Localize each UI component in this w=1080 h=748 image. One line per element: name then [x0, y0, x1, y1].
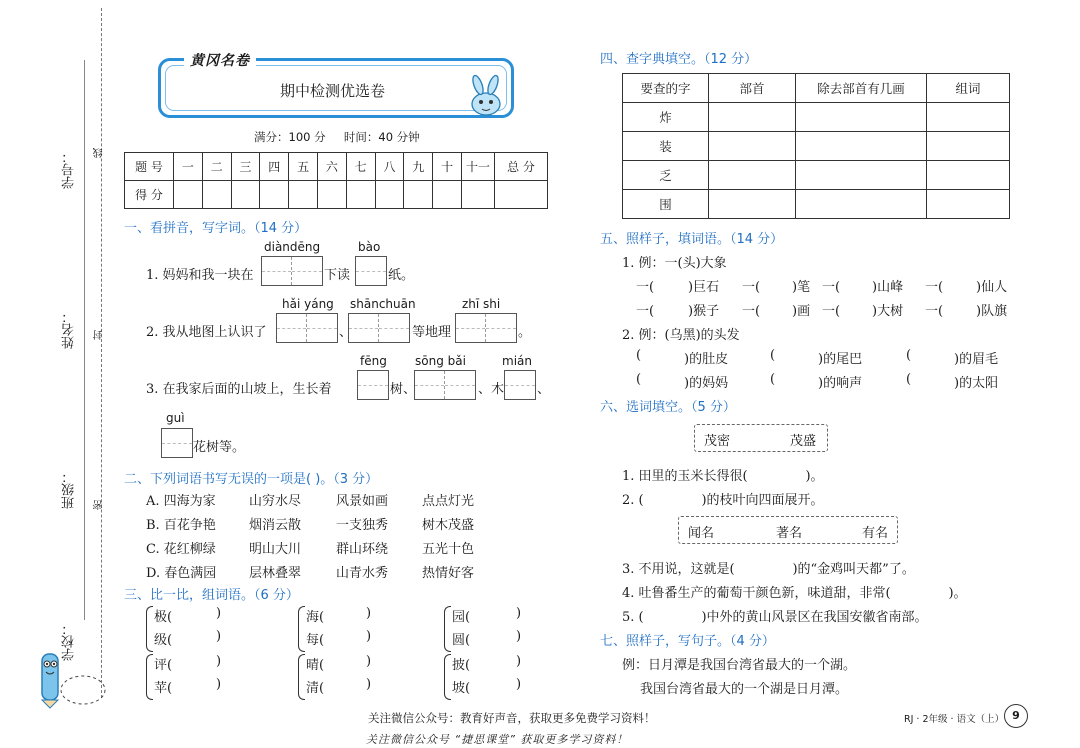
compare-close: ) [216, 654, 222, 669]
s6-q1[interactable]: 1. 田里的玉米长得很( )。 [622, 469, 824, 484]
score-head-label: 题 号 [125, 153, 174, 181]
dict-head-char: 要查的字 [623, 74, 709, 103]
section3-groups [146, 606, 546, 702]
score-head-6: 六 [317, 153, 346, 181]
page-title: 期中检测优选卷 [280, 82, 386, 100]
blank-open[interactable]: ( [636, 348, 642, 363]
compare-close: ) [516, 629, 522, 644]
pinyin-feng: fēng [360, 354, 387, 368]
brace-6 [444, 654, 451, 700]
option-c-1[interactable]: C. 花红柳绿 [146, 542, 216, 557]
blank-open[interactable]: 一( [822, 280, 841, 295]
blank-word: )的肚皮 [684, 352, 729, 367]
pinyin-bao: bào [358, 240, 381, 254]
score-head-7: 七 [346, 153, 375, 181]
score-head-3: 三 [231, 153, 260, 181]
word-choice-maomi: 茂密 [704, 434, 731, 449]
blank-open[interactable]: 一( [822, 304, 841, 319]
binding-strip [0, 0, 112, 748]
q1-text-b: 下读 [324, 268, 351, 283]
brace-4 [146, 654, 153, 700]
compare-ping1[interactable]: 评( [154, 658, 173, 673]
compare-po[interactable]: 坡( [452, 681, 471, 696]
dict-cell[interactable] [709, 103, 796, 132]
blank-word: )巨石 [688, 280, 720, 295]
dict-cell[interactable] [796, 161, 927, 190]
dict-cell[interactable] [927, 190, 1010, 219]
answer-grid-feng[interactable] [357, 370, 389, 400]
option-c-2: 明山大川 [249, 542, 302, 557]
binding-label-banji: 班级： [62, 470, 77, 509]
q3-text-d: 、 [537, 382, 551, 397]
score-head-4: 四 [260, 153, 289, 181]
dictionary-table [622, 73, 1010, 219]
option-a-4: 点点灯光 [422, 494, 475, 509]
score-head-total: 总 分 [495, 153, 548, 181]
score-cell[interactable] [462, 181, 495, 209]
blank-word: )笔 [792, 280, 811, 295]
option-b-3: 一支独秀 [336, 518, 389, 533]
q3-text-b: 树、 [390, 382, 417, 397]
footer-book-info: RJ · 2年级 · 语文（上） [904, 714, 1005, 725]
dict-cell[interactable] [796, 190, 927, 219]
blank-word: )大树 [872, 304, 904, 319]
q4-text: 花树等。 [193, 440, 246, 455]
q2-text-b: 、 [339, 325, 353, 340]
word-choice-zhuming: 著名 [776, 526, 803, 541]
s7-example-answer: 我国台湾省最大的一个湖是日月潭。 [640, 682, 849, 697]
dict-cell[interactable] [709, 161, 796, 190]
blank-open[interactable]: ( [770, 372, 776, 387]
binding-solid-line [84, 60, 85, 620]
answer-grid-diandeng[interactable] [261, 256, 323, 286]
option-d-2: 层林叠翠 [249, 566, 302, 581]
option-b-4: 树木茂盛 [422, 518, 475, 533]
dict-cell[interactable] [927, 132, 1010, 161]
section1-heading: 一、看拼音，写字词。（14 分） [124, 221, 308, 236]
dict-char: 围 [623, 190, 709, 219]
section5-heading: 五、照样子，填词语。（14 分） [600, 232, 784, 247]
blank-word: )的眉毛 [954, 352, 999, 367]
answer-grid-gui[interactable] [161, 428, 193, 458]
option-c-3: 群山环绕 [336, 542, 389, 557]
blank-word: )队旗 [976, 304, 1008, 319]
dict-char: 炸 [623, 103, 709, 132]
footer-handwritten-note: 关注微信公众号 “捷思课堂” 获取更多学习资料！ [366, 733, 629, 746]
section4-heading: 四、查字典填空。（12 分） [600, 52, 758, 67]
binding-label-xingming: 姓名： [62, 310, 77, 349]
blank-open[interactable]: 一( [925, 280, 944, 295]
compare-ji1[interactable]: 极( [154, 610, 173, 625]
score-head-5: 五 [289, 153, 318, 181]
dict-head-word: 组词 [927, 74, 1010, 103]
score-cell[interactable] [202, 181, 231, 209]
dict-cell[interactable] [927, 103, 1010, 132]
compare-close: ) [366, 677, 372, 692]
s5-example1: 1. 例：一(头)大象 [622, 256, 727, 271]
score-head-1: 一 [174, 153, 203, 181]
blank-open[interactable]: ( [906, 372, 912, 387]
score-cell[interactable] [346, 181, 375, 209]
binding-mark-mi: 密 [94, 500, 105, 510]
compare-qing2[interactable]: 清( [306, 681, 325, 696]
dict-head-strokes: 除去部首有几画 [796, 74, 927, 103]
dict-cell[interactable] [796, 103, 927, 132]
brace-5 [298, 654, 305, 700]
binding-mark-xian: 线 [94, 148, 105, 158]
pinyin-haiyang: hǎi yáng [282, 297, 334, 311]
score-head-9: 九 [404, 153, 433, 181]
dictionary-row [623, 190, 1010, 219]
exam-meta: 满分：100 分 时间：40 分钟 [254, 130, 420, 144]
compare-ping2[interactable]: 苹( [154, 681, 173, 696]
page-number: 9 [1012, 709, 1020, 722]
score-cell[interactable] [404, 181, 433, 209]
score-head-10: 十 [433, 153, 462, 181]
q2-text-d: 。 [518, 325, 532, 340]
score-cell[interactable] [495, 181, 548, 209]
option-a-3: 风景如画 [336, 494, 389, 509]
compare-close: ) [366, 629, 372, 644]
option-a-2: 山穷水尽 [249, 494, 302, 509]
dict-char: 乏 [623, 161, 709, 190]
option-c-4: 五光十色 [422, 542, 475, 557]
compare-close: ) [216, 677, 222, 692]
dictionary-row [623, 132, 1010, 161]
blank-open[interactable]: ( [636, 372, 642, 387]
compare-close: ) [366, 606, 372, 621]
pinyin-diandeng: diàndēng [264, 240, 321, 254]
q1-text-a: 1. 妈妈和我一块在 [146, 268, 254, 283]
pinyin-zhishi: zhī shi [462, 297, 501, 311]
q1-text-c: 纸。 [388, 268, 415, 283]
score-head-11: 十一 [462, 153, 495, 181]
answer-grid-songbai[interactable] [414, 370, 476, 400]
compare-pi[interactable]: 披( [452, 658, 471, 673]
score-table [124, 152, 548, 209]
compare-close: ) [216, 606, 222, 621]
score-cell[interactable] [260, 181, 289, 209]
option-b-1[interactable]: B. 百花争艳 [146, 518, 216, 533]
dict-cell[interactable] [709, 190, 796, 219]
s6-q3[interactable]: 3. 不用说，这就是( )的“金鸡叫天都”了。 [622, 562, 915, 577]
option-a-1[interactable]: A. 四海为家 [146, 494, 216, 509]
word-choice-maosheng: 茂盛 [790, 434, 817, 449]
pinyin-gui: guì [166, 411, 185, 425]
compare-qing1[interactable]: 晴( [306, 658, 325, 673]
pinyin-shanchuan: shānchuān [350, 297, 416, 311]
blank-open[interactable]: 一( [742, 280, 761, 295]
answer-grid-mian[interactable] [504, 370, 536, 400]
compare-close: ) [366, 654, 372, 669]
brand-logo: 黄冈名卷 [184, 50, 256, 70]
s5-example2: 2. 例：(乌黑)的头发 [622, 328, 740, 343]
compare-close: ) [516, 606, 522, 621]
blank-word: )的妈妈 [684, 376, 729, 391]
score-cell[interactable] [433, 181, 462, 209]
page-number-badge [1004, 704, 1028, 728]
dict-cell[interactable] [796, 132, 927, 161]
compare-hai[interactable]: 海( [306, 610, 325, 625]
footer-wechat-note: 关注微信公众号：教育好声音，获取更多免费学习资料！ [368, 711, 656, 725]
brace-1 [146, 606, 153, 652]
score-row-label: 得 分 [125, 181, 174, 209]
compare-yuan1[interactable]: 园( [452, 610, 471, 625]
answer-grid-bao[interactable] [355, 256, 387, 286]
binding-mark-feng: 封 [94, 330, 105, 340]
dict-cell[interactable] [709, 132, 796, 161]
dictionary-header-row [623, 74, 1010, 103]
binding-dashed-line [101, 8, 102, 698]
compare-close: ) [516, 677, 522, 692]
dictionary-row [623, 103, 1010, 132]
blank-open[interactable]: ( [906, 348, 912, 363]
answer-grid-zhishi[interactable] [455, 313, 517, 343]
section6-heading: 六、选词填空。（5 分） [600, 400, 736, 415]
blank-word: )山峰 [872, 280, 904, 295]
word-choice-wenming: 闻名 [688, 526, 715, 541]
s6-q2[interactable]: 2. ( )的枝叶向四面展开。 [622, 493, 824, 508]
s7-example: 例：日月潭是我国台湾省最大的一个湖。 [622, 658, 857, 673]
blank-word: )猴子 [688, 304, 720, 319]
brace-2 [298, 606, 305, 652]
blank-word: )画 [792, 304, 811, 319]
blank-word: )的响声 [818, 376, 863, 391]
score-table-score-row [125, 181, 548, 209]
score-cell[interactable] [289, 181, 318, 209]
section7-heading: 七、照样子，写句子。（4 分） [600, 634, 775, 649]
pinyin-mian: mián [502, 354, 532, 368]
binding-label-xuexiao: 学校： [62, 622, 77, 661]
answer-grid-haiyang[interactable] [276, 313, 338, 343]
score-cell[interactable] [375, 181, 404, 209]
q3-text-c: 、木 [478, 382, 505, 397]
blank-open[interactable]: 一( [925, 304, 944, 319]
compare-close: ) [216, 629, 222, 644]
pinyin-songbai: sōng bǎi [415, 354, 466, 368]
s6-q5[interactable]: 5. ( )中外的黄山风景区在我国安徽省南部。 [622, 610, 928, 625]
score-cell[interactable] [231, 181, 260, 209]
option-d-1[interactable]: D. 春色满园 [146, 566, 217, 581]
section3-heading: 三、比一比，组词语。（6 分） [124, 588, 299, 603]
q2-text-a: 2. 我从地图上认识了 [146, 325, 267, 340]
dictionary-row [623, 161, 1010, 190]
dict-cell[interactable] [927, 161, 1010, 190]
score-cell[interactable] [317, 181, 346, 209]
score-head-8: 八 [375, 153, 404, 181]
binding-label-xuehao: 学号： [62, 150, 77, 189]
blank-word: )的尾巴 [818, 352, 863, 367]
score-head-2: 二 [202, 153, 231, 181]
rabbit-mascot-icon [462, 74, 510, 118]
compare-mei[interactable]: 每( [306, 633, 325, 648]
option-d-3: 山青水秀 [336, 566, 389, 581]
blank-open[interactable]: 一( [636, 304, 655, 319]
blank-open[interactable]: 一( [742, 304, 761, 319]
dict-head-radical: 部首 [709, 74, 796, 103]
score-table-header-row [125, 153, 548, 181]
blank-open[interactable]: 一( [636, 280, 655, 295]
blank-word: )仙人 [976, 280, 1008, 295]
q3-text-a: 3. 在我家后面的山坡上，生长着 [146, 382, 332, 397]
blank-open[interactable]: ( [770, 348, 776, 363]
option-b-2: 烟消云散 [249, 518, 302, 533]
word-choice-youming: 有名 [862, 526, 889, 541]
answer-grid-shanchuan[interactable] [348, 313, 410, 343]
score-cell[interactable] [174, 181, 203, 209]
compare-yuan2[interactable]: 圆( [452, 633, 471, 648]
option-d-4: 热情好客 [422, 566, 475, 581]
brace-3 [444, 606, 451, 652]
s6-q4[interactable]: 4. 吐鲁番生产的葡萄干颜色新，味道甜，非常( )。 [622, 586, 967, 601]
section2-heading: 二、下列词语书写无误的一项是( )。（3 分） [124, 472, 379, 487]
q2-text-c: 等地理 [412, 325, 452, 340]
pencil-mascot-icon [28, 640, 108, 710]
compare-ji2[interactable]: 级( [154, 633, 173, 648]
blank-word: )的太阳 [954, 376, 999, 391]
dict-char: 装 [623, 132, 709, 161]
compare-close: ) [516, 654, 522, 669]
